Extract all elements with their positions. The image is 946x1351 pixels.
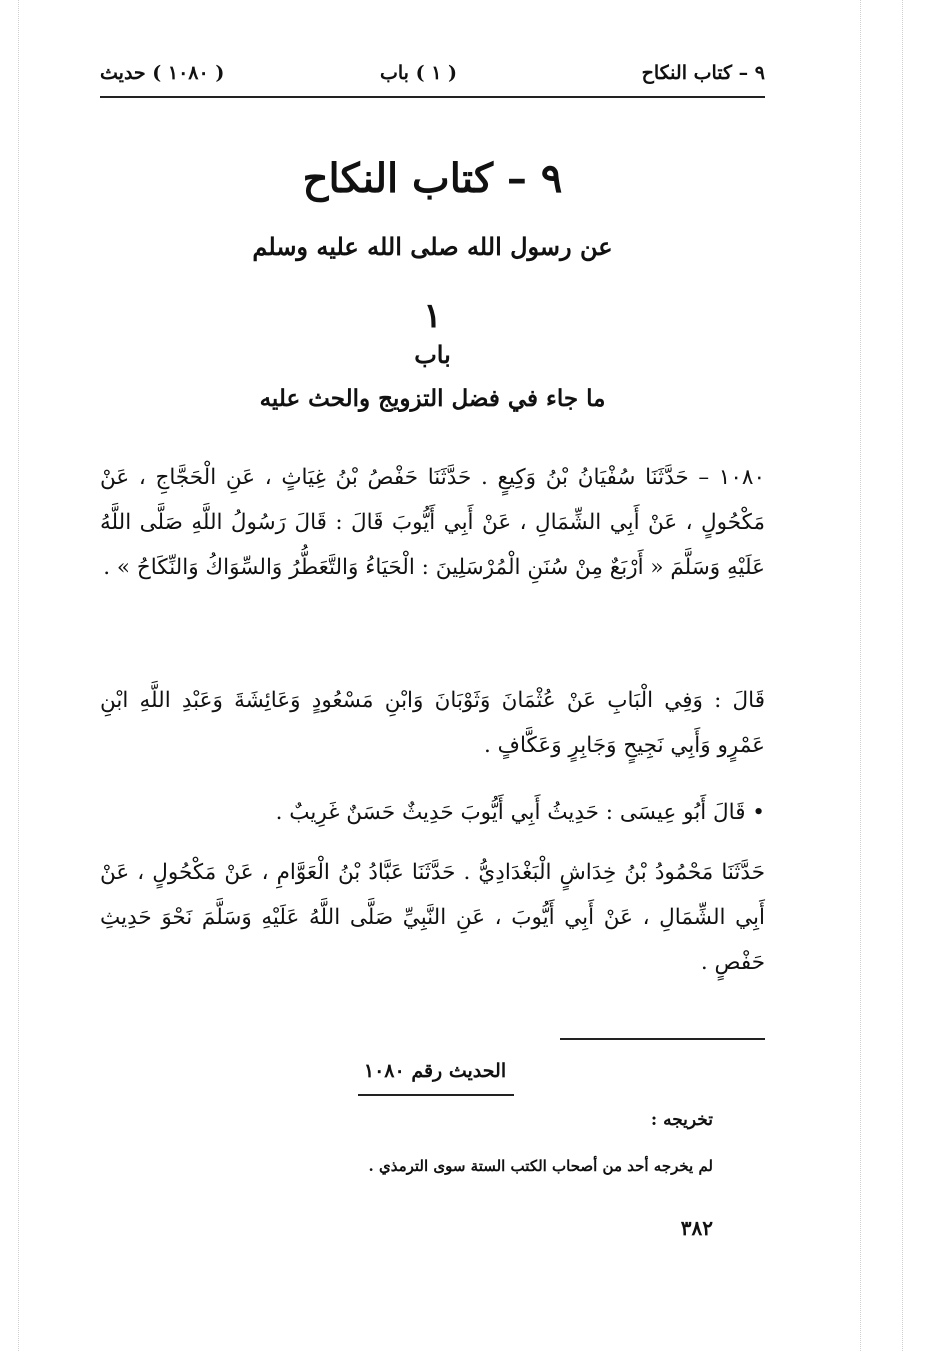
bab-label: باب <box>414 340 451 369</box>
scan-guide-line <box>902 0 903 1351</box>
header-hadith-ref: ( ١٠٨٠ ) حديث <box>100 62 225 84</box>
header-bab: ( ١ ) باب <box>380 62 458 84</box>
hadith-text: ١٠٨٠ – حَدَّثَنَا سُفْيَانُ بْنُ وَكِيعٍ . حَدَّثَنَا حَفْصُ بْنُ غِيَاثٍ ، عَنِ الْحَجَّاجِ ، عَنْ مَكْحُولٍ ، عَنْ أَبِي الشِّمَالِ ، عَنْ أَبِي أَيُّوبَ قَالَ : قَالَ رَسُولُ اللَّهِ صَلَّى اللَّهُ عَلَيْهِ وَسَلَّمَ « أَرْبَعٌ مِنْ سُنَنِ الْمُرْسَلِينَ : الْحَيَاءُ وَالتَّعَطُّرُ وَالسِّوَاكُ وَالنِّكَاحُ » . <box>100 465 765 580</box>
bab-number: ١ <box>423 296 442 336</box>
page-number: ٣٨٢ <box>680 1216 713 1240</box>
grading-note: • قَالَ أَبُو عِيسَى : حَدِيثُ أَبِي أَيُّوبَ حَدِيثٌ حَسَنٌ غَرِيبٌ . <box>275 800 765 825</box>
takhrij-text: لم يخرجه أحد من أصحاب الكتب الستة سوى الترمذي . <box>368 1157 713 1175</box>
book-title: ٩ – كتاب النكاح <box>302 155 563 202</box>
bab-note: قَالَ : وَفِي الْبَابِ عَنْ عُثْمَانَ وَثَوْبَانَ وَابْنِ مَسْعُودٍ وَعَائِشَةَ وَعَبْدِ اللَّهِ ابْنِ عَمْرٍو وَأَبِي نَجِيحٍ وَجَابِرٍ وَعَكَّافٍ . <box>100 688 765 758</box>
bab-title: ما جاء في فضل التزويج والحث عليه <box>259 385 606 412</box>
book-subtitle: عن رسول الله صلى الله عليه وسلم <box>252 232 613 261</box>
scan-guide-line <box>18 0 19 1351</box>
scan-guide-line <box>860 0 861 1351</box>
running-header <box>100 50 765 98</box>
takhrij-heading: تخريجه : <box>650 1110 713 1130</box>
second-chain: حَدَّثَنَا مَحْمُودُ بْنُ خِدَاشٍ الْبَغْدَادِيُّ . حَدَّثَنَا عَبَّادُ بْنُ الْعَوَّامِ ، عَنْ مَكْحُولٍ ، عَنْ أَبِي الشِّمَالِ ، عَنْ أَبِي أَيُّوبَ ، عَنِ النَّبِيِّ صَلَّى اللَّهُ عَلَيْهِ وَسَلَّمَ نَحْوَ حَدِيثِ حَفْصٍ . <box>100 860 765 975</box>
footnote-divider <box>560 1038 765 1040</box>
footnote-ref-underline <box>358 1094 514 1096</box>
footnote-ref: الحديث رقم ١٠٨٠ <box>363 1060 507 1082</box>
header-chapter: ٩ – كتاب النكاح <box>641 62 765 84</box>
